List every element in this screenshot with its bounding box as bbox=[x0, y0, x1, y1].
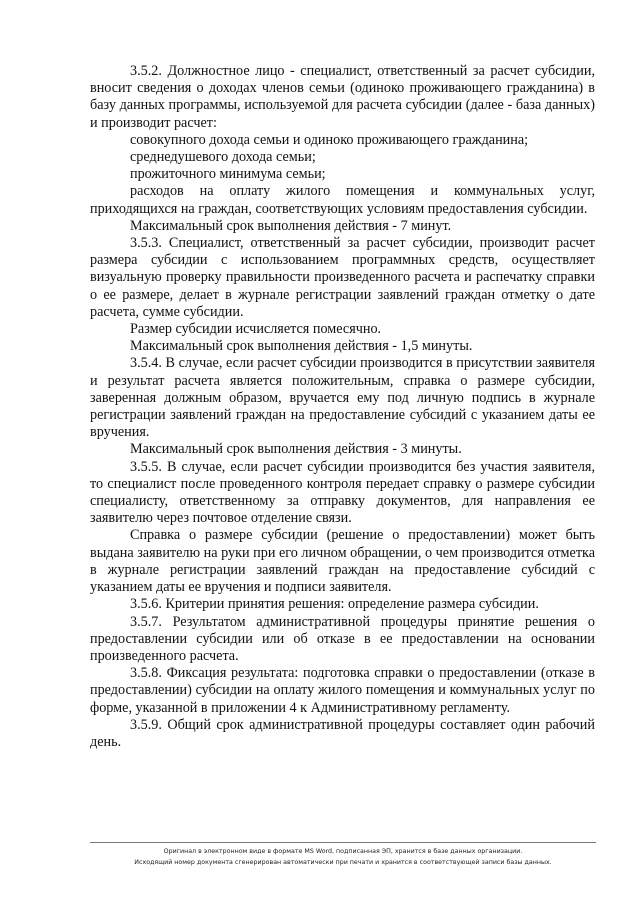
footer-line-2: Исходящий номер документа сгенерирован автоматически при печати и хранится в соответствующей записи базы данных. bbox=[134, 858, 552, 866]
paragraph-3-5-2: 3.5.2. Должностное лицо - специалист, ответственный за расчет субсидии, вносит сведения о доходах членов семьи (одиноко проживающего гражданина) в базу данных программы, используемой для расчета субсидии (далее - база данных) и производит расчет: bbox=[90, 63, 595, 131]
paragraph-max-time: Максимальный срок выполнения действия - 1,5 минуты. bbox=[130, 338, 473, 355]
paragraph-3-5-6: 3.5.6. Критерии принятия решения: определение размера субсидии. bbox=[130, 596, 539, 613]
paragraph-3-5-9: 3.5.9. Общий срок административной процедуры составляет один рабочий день. bbox=[90, 716, 595, 750]
paragraph-list-item: среднедушевого дохода семьи; bbox=[130, 149, 316, 166]
paragraph-3-5-7: 3.5.7. Результатом административной процедуры принятие решения о предоставлении субсидии или об отказе в ее предоставлении на основании произведенного расчета. bbox=[90, 613, 595, 664]
paragraph-3-5-8: 3.5.8. Фиксация результата: подготовка справки о предоставлении (отказе в предоставлении) субсидии на оплату жилого помещения и коммунальных услуг по форме, указанной в приложении 4 к Административному регламенту. bbox=[90, 665, 595, 716]
paragraph-3-5-4: 3.5.4. В случае, если расчет субсидии производится в присутствии заявителя и результат расчета является положительным, справка о размере субсидии, заверенная должным образом, вручается ему под личную подпись в журнале регистрации заявлений граждан на предоставление субсидий с указанием даты ее вручения. bbox=[90, 355, 595, 441]
footer-divider bbox=[90, 842, 596, 843]
paragraph-list-item: совокупного дохода семьи и одиноко проживающего гражданина; bbox=[130, 131, 529, 148]
paragraph-max-time: Максимальный срок выполнения действия - 3 минуты. bbox=[130, 441, 462, 458]
footer-line-1: Оригинал в электронном виде в формате MS Word, подписанная ЭП, хранится в базе данных организации. bbox=[163, 848, 523, 855]
paragraph-list-item: прожиточного минимума семьи; bbox=[130, 166, 326, 183]
paragraph-list-item: расходов на оплату жилого помещения и коммунальных услуг, приходящихся на граждан, соответствующих условиям предоставления субсидии. bbox=[90, 183, 595, 217]
paragraph-3-5-3: 3.5.3. Специалист, ответственный за расчет субсидии, производит расчет размера субсидии с использованием программных средств, осуществляет визуальную проверку правильности произведенного расчета и распечатку справки о ее размере, делает в журнале регистрации заявлений граждан отметку о дате расчета, сумме субсидии. bbox=[90, 235, 595, 320]
paragraph-max-time: Максимальный срок выполнения действия - 7 минут. bbox=[130, 217, 452, 234]
paragraph-certificate: Справка о размере субсидии (решение о предоставлении) может быть выдана заявителю на руки при его личном обращении, о чем производится отметка в журнале регистрации заявлений граждан на предоставление субсидий с указанием даты ее вручения и подписи заявителя. bbox=[90, 527, 595, 596]
paragraph-3-5-5: 3.5.5. В случае, если расчет субсидии производится без участия заявителя, то специалист после проведенного контроля передает справку о размере субсидии специалисту, ответственному за отправку документов, для направления ее заявителю через почтовое отделение связи. bbox=[90, 458, 595, 527]
document-body bbox=[90, 63, 595, 751]
paragraph-monthly: Размер субсидии исчисляется помесячно. bbox=[130, 321, 382, 338]
page-footer bbox=[90, 847, 596, 868]
